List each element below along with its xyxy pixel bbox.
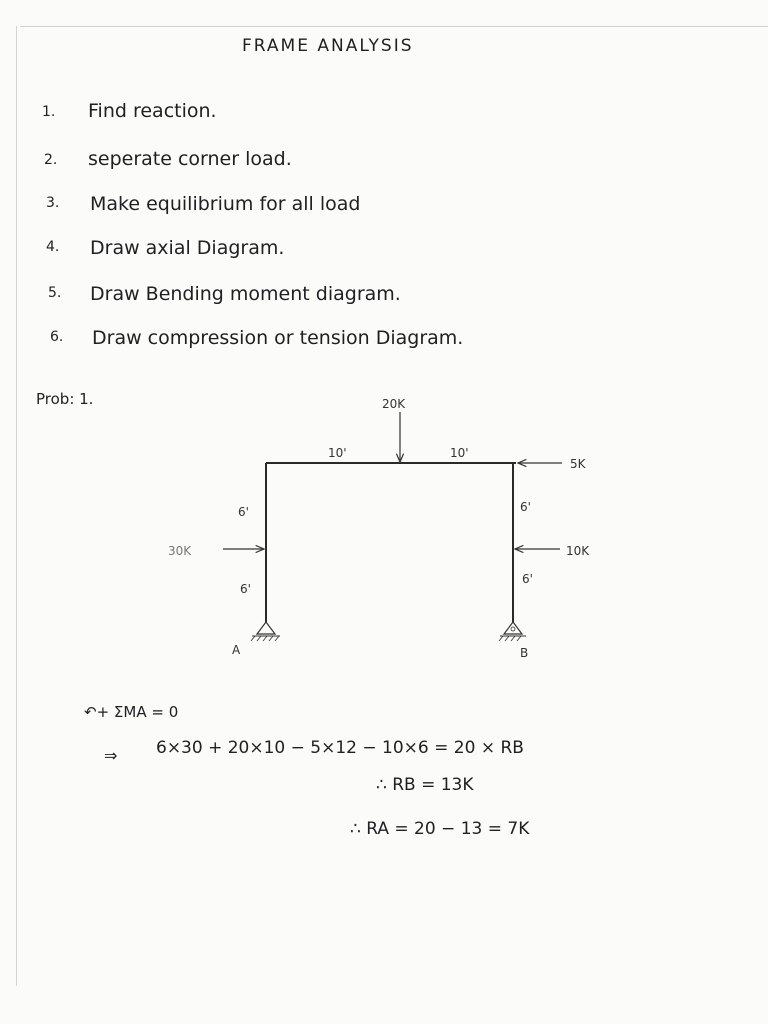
reaction-b-result: ∴ RB = 13K [376, 775, 474, 795]
implies-arrow: ⇒ [104, 746, 118, 765]
dimension-label: 6' [520, 500, 531, 514]
dimension-label: 10' [328, 446, 347, 460]
load-label: 20K [382, 397, 406, 411]
step-number: 3. [46, 195, 60, 211]
moment-sum-equation: ↶+ ΣMA = 0 [84, 703, 179, 721]
step-text: seperate corner load. [88, 148, 292, 170]
pin-support-icon [499, 622, 526, 641]
step-number: 6. [50, 329, 64, 345]
support-label: A [232, 643, 241, 657]
step-number: 1. [42, 104, 56, 120]
load-label: 10K [566, 544, 590, 558]
dimension-label: 10' [450, 446, 469, 460]
dimension-label: 6' [238, 505, 249, 519]
dimension-label: 6' [240, 582, 251, 596]
moment-equation: 6×30 + 20×10 − 5×12 − 10×6 = 20 × RB [156, 738, 524, 758]
step-number: 2. [44, 152, 58, 168]
support-label: B [520, 646, 529, 660]
step-text: Find reaction. [88, 100, 217, 122]
step-text: Make equilibrium for all load [90, 193, 361, 215]
problem-label: Prob: 1. [36, 390, 94, 408]
page-title: FRAME ANALYSIS [242, 36, 414, 56]
step-number: 5. [48, 285, 62, 301]
step-text: Draw Bending moment diagram. [90, 283, 401, 305]
pin-support-icon [251, 622, 280, 641]
load-label: 30K [168, 544, 192, 558]
step-text: Draw compression or tension Diagram. [92, 327, 464, 349]
load-label: 5K [570, 457, 586, 471]
step-number: 4. [46, 239, 60, 255]
step-text: Draw axial Diagram. [90, 237, 285, 259]
dimension-label: 6' [522, 572, 533, 586]
reaction-a-result: ∴ RA = 20 − 13 = 7K [350, 819, 530, 839]
